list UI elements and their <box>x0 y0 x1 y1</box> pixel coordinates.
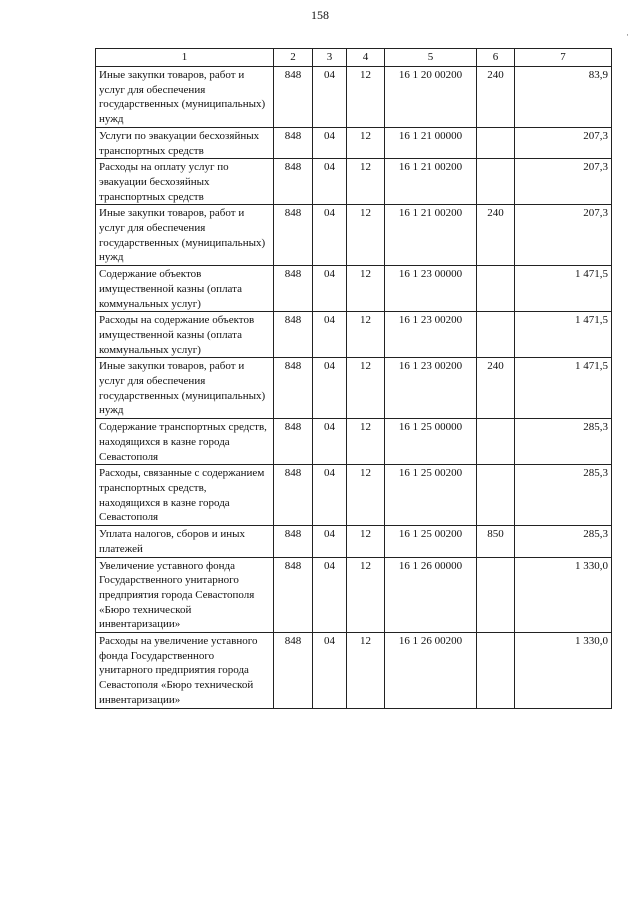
ministry-code-cell: 848 <box>274 266 313 312</box>
expense-name-cell: Расходы, связанные с содержанием транспортных средств, находящихся в казне города Севастополя <box>96 465 274 526</box>
expense-type-cell <box>477 127 515 158</box>
ministry-code-cell: 848 <box>274 159 313 205</box>
amount-cell: 1 471,5 <box>515 266 612 312</box>
ministry-code-cell: 848 <box>274 312 313 358</box>
target-article-cell: 16 1 21 00200 <box>385 159 477 205</box>
header-col-7: 7 <box>515 49 612 67</box>
section-cell: 04 <box>313 312 347 358</box>
target-article-cell: 16 1 25 00000 <box>385 419 477 465</box>
target-article-cell: 16 1 23 00000 <box>385 266 477 312</box>
expense-name-cell: Содержание объектов имущественной казны (оплата коммунальных услуг) <box>96 266 274 312</box>
table-row <box>96 465 612 526</box>
expense-name-cell: Услуги по эвакуации бесхозяйных транспортных средств <box>96 127 274 158</box>
subsection-cell: 12 <box>347 358 385 419</box>
target-article-cell: 16 1 21 00000 <box>385 127 477 158</box>
ministry-code-cell: 848 <box>274 127 313 158</box>
expense-type-cell <box>477 557 515 633</box>
amount-cell: 207,3 <box>515 127 612 158</box>
ministry-code-cell: 848 <box>274 465 313 526</box>
target-article-cell: 16 1 21 00200 <box>385 205 477 266</box>
header-row <box>96 49 612 67</box>
subsection-cell: 12 <box>347 127 385 158</box>
margin-mark: · <box>626 30 629 40</box>
ministry-code-cell: 848 <box>274 419 313 465</box>
table-row <box>96 526 612 557</box>
target-article-cell: 16 1 23 00200 <box>385 312 477 358</box>
page-number: 158 <box>311 8 329 22</box>
header-col-4: 4 <box>347 49 385 67</box>
ministry-code-cell: 848 <box>274 358 313 419</box>
amount-cell: 1 471,5 <box>515 312 612 358</box>
header-col-2: 2 <box>274 49 313 67</box>
table-header <box>96 49 612 67</box>
target-article-cell: 16 1 20 00200 <box>385 67 477 128</box>
subsection-cell: 12 <box>347 633 385 709</box>
expense-type-cell <box>477 266 515 312</box>
expense-name-cell: Иные закупки товаров, работ и услуг для обеспечения государственных (муниципальных) нужд <box>96 67 274 128</box>
table-row <box>96 557 612 633</box>
section-cell: 04 <box>313 358 347 419</box>
table-row <box>96 419 612 465</box>
section-cell: 04 <box>313 526 347 557</box>
section-cell: 04 <box>313 633 347 709</box>
header-col-5: 5 <box>385 49 477 67</box>
expense-type-cell <box>477 465 515 526</box>
header-col-1: 1 <box>96 49 274 67</box>
section-cell: 04 <box>313 465 347 526</box>
expense-type-cell <box>477 312 515 358</box>
ministry-code-cell: 848 <box>274 633 313 709</box>
table-row <box>96 67 612 128</box>
amount-cell: 285,3 <box>515 419 612 465</box>
table-row <box>96 358 612 419</box>
subsection-cell: 12 <box>347 159 385 205</box>
amount-cell: 1 330,0 <box>515 557 612 633</box>
header-col-3: 3 <box>313 49 347 67</box>
expense-name-cell: Увеличение уставного фонда Государственного унитарного предприятия города Севастополя «Бюро технической инвентаризации» <box>96 557 274 633</box>
section-cell: 04 <box>313 205 347 266</box>
expense-type-cell <box>477 419 515 465</box>
expense-type-cell: 850 <box>477 526 515 557</box>
subsection-cell: 12 <box>347 266 385 312</box>
expense-name-cell: Расходы на увеличение уставного фонда Государственного унитарного предприятия города Севастополя «Бюро технической инвентаризации» <box>96 633 274 709</box>
subsection-cell: 12 <box>347 67 385 128</box>
ministry-code-cell: 848 <box>274 67 313 128</box>
target-article-cell: 16 1 26 00200 <box>385 633 477 709</box>
expense-type-cell <box>477 633 515 709</box>
expense-name-cell: Иные закупки товаров, работ и услуг для обеспечения государственных (муниципальных) нужд <box>96 358 274 419</box>
table-row <box>96 205 612 266</box>
table-body <box>96 67 612 709</box>
amount-cell: 1 330,0 <box>515 633 612 709</box>
expense-type-cell: 240 <box>477 205 515 266</box>
expense-type-cell: 240 <box>477 67 515 128</box>
amount-cell: 207,3 <box>515 205 612 266</box>
table-row <box>96 127 612 158</box>
amount-cell: 1 471,5 <box>515 358 612 419</box>
table-row <box>96 159 612 205</box>
section-cell: 04 <box>313 557 347 633</box>
amount-cell: 285,3 <box>515 465 612 526</box>
section-cell: 04 <box>313 127 347 158</box>
subsection-cell: 12 <box>347 419 385 465</box>
amount-cell: 83,9 <box>515 67 612 128</box>
amount-cell: 207,3 <box>515 159 612 205</box>
target-article-cell: 16 1 25 00200 <box>385 465 477 526</box>
subsection-cell: 12 <box>347 526 385 557</box>
expense-name-cell: Расходы на содержание объектов имущественной казны (оплата коммунальных услуг) <box>96 312 274 358</box>
section-cell: 04 <box>313 266 347 312</box>
expense-name-cell: Содержание транспортных средств, находящихся в казне города Севастополя <box>96 419 274 465</box>
ministry-code-cell: 848 <box>274 205 313 266</box>
expense-name-cell: Иные закупки товаров, работ и услуг для обеспечения государственных (муниципальных) нужд <box>96 205 274 266</box>
expense-name-cell: Расходы на оплату услуг по эвакуации бесхозяйных транспортных средств <box>96 159 274 205</box>
ministry-code-cell: 848 <box>274 526 313 557</box>
section-cell: 04 <box>313 67 347 128</box>
subsection-cell: 12 <box>347 557 385 633</box>
section-cell: 04 <box>313 159 347 205</box>
header-col-6: 6 <box>477 49 515 67</box>
subsection-cell: 12 <box>347 465 385 526</box>
subsection-cell: 12 <box>347 312 385 358</box>
target-article-cell: 16 1 23 00200 <box>385 358 477 419</box>
table-row <box>96 266 612 312</box>
table-row <box>96 312 612 358</box>
expense-type-cell: 240 <box>477 358 515 419</box>
budget-table <box>95 48 612 709</box>
expense-name-cell: Уплата налогов, сборов и иных платежей <box>96 526 274 557</box>
expense-type-cell <box>477 159 515 205</box>
ministry-code-cell: 848 <box>274 557 313 633</box>
section-cell: 04 <box>313 419 347 465</box>
table-row <box>96 633 612 709</box>
target-article-cell: 16 1 26 00000 <box>385 557 477 633</box>
amount-cell: 285,3 <box>515 526 612 557</box>
subsection-cell: 12 <box>347 205 385 266</box>
target-article-cell: 16 1 25 00200 <box>385 526 477 557</box>
